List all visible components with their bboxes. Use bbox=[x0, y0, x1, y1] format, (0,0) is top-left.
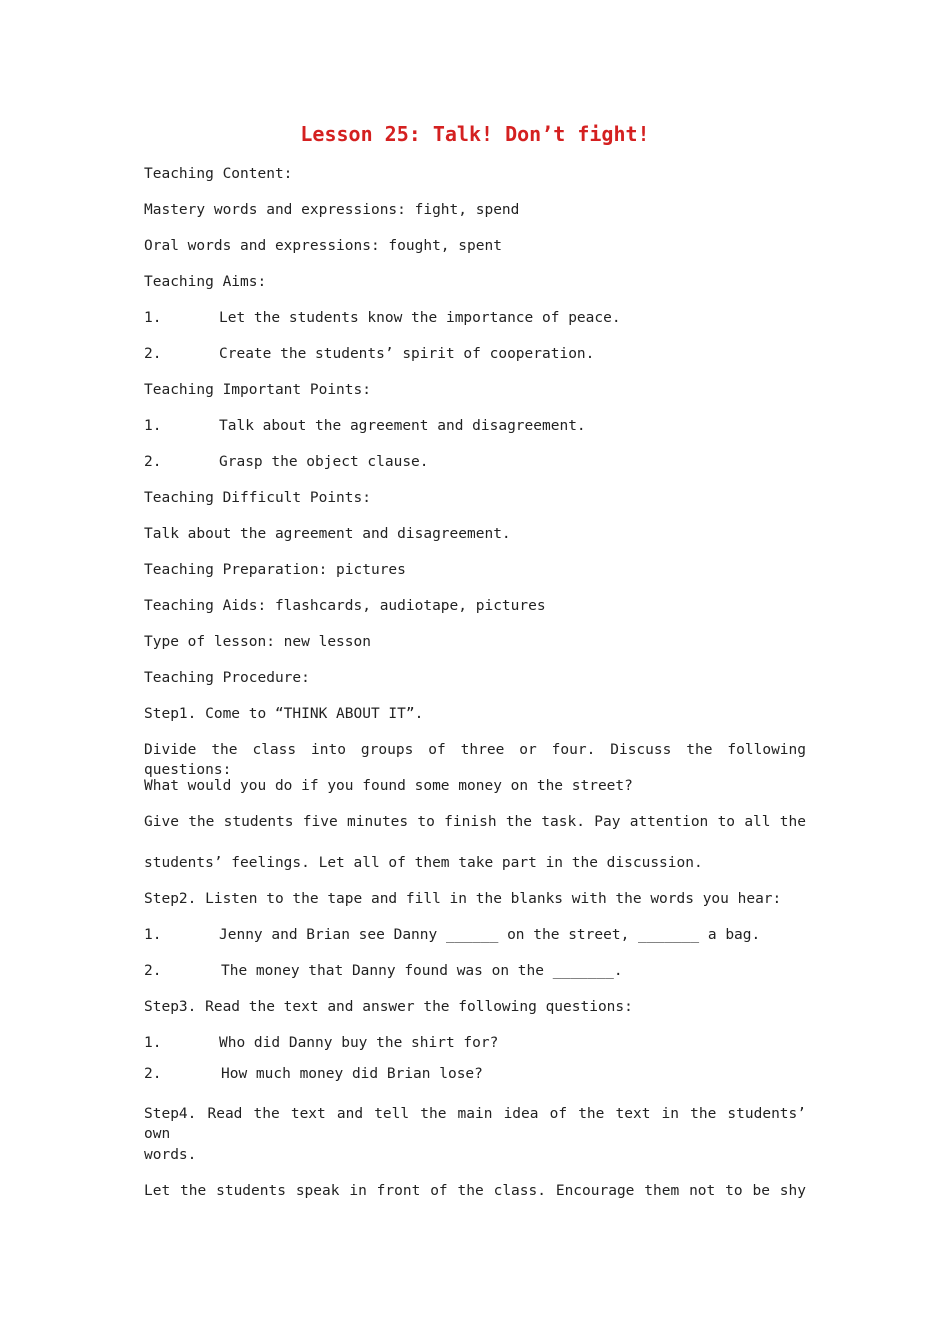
list-number: 2. bbox=[144, 963, 162, 979]
list-item bbox=[144, 416, 806, 436]
list-text: Jenny and Brian see Danny ______ on the street, _______ a bag. bbox=[219, 927, 761, 943]
list-text: Who did Danny buy the shirt for? bbox=[219, 1035, 499, 1051]
list-item bbox=[144, 1064, 806, 1084]
text-line: Teaching Aims: bbox=[144, 274, 267, 290]
text-line: Mastery words and expressions: fight, spend bbox=[144, 202, 520, 218]
text-line: Oral words and expressions: fought, spent bbox=[144, 238, 502, 254]
list-item bbox=[144, 308, 806, 328]
list-text: The money that Danny found was on the _______. bbox=[221, 963, 623, 979]
list-number: 2. bbox=[144, 1066, 162, 1082]
list-item bbox=[144, 925, 806, 945]
text-line: Talk about the agreement and disagreement. bbox=[144, 526, 511, 542]
list-text: Let the students know the importance of peace. bbox=[219, 310, 621, 326]
text-line: Teaching Content: bbox=[144, 166, 293, 182]
text-line: Let the students speak in front of the class. Encourage them not to be shy bbox=[144, 1183, 806, 1199]
list-item bbox=[144, 1033, 806, 1053]
text-line: Teaching Important Points: bbox=[144, 382, 371, 398]
text-line: Teaching Aids: flashcards, audiotape, pictures bbox=[144, 598, 546, 614]
text-line: What would you do if you found some money on the street? bbox=[144, 778, 633, 794]
text-line: students’ feelings. Let all of them take part in the discussion. bbox=[144, 855, 703, 871]
list-number: 1. bbox=[144, 418, 162, 434]
list-text: Talk about the agreement and disagreement. bbox=[219, 418, 586, 434]
text-line: Teaching Procedure: bbox=[144, 670, 310, 686]
text-line: Divide the class into groups of three or four. Discuss the following questions: bbox=[144, 742, 806, 778]
lesson-title: Lesson 25: Talk! Don’t fight! bbox=[300, 122, 650, 146]
list-text: Create the students’ spirit of cooperation. bbox=[219, 346, 595, 362]
text-line: Step4. Read the text and tell the main idea of the text in the students’ own bbox=[144, 1106, 806, 1142]
list-text: Grasp the object clause. bbox=[219, 454, 429, 470]
text-line: words. bbox=[144, 1147, 197, 1163]
text-line: Step3. Read the text and answer the following questions: bbox=[144, 999, 633, 1015]
list-number: 2. bbox=[144, 346, 162, 362]
text-line: Teaching Preparation: pictures bbox=[144, 562, 406, 578]
text-line: Give the students five minutes to finish the task. Pay attention to all the bbox=[144, 814, 806, 830]
list-item bbox=[144, 961, 806, 981]
list-number: 1. bbox=[144, 1035, 162, 1051]
list-number: 1. bbox=[144, 310, 162, 326]
text-line: Step1. Come to “THINK ABOUT IT”. bbox=[144, 706, 424, 722]
text-line: Step2. Listen to the tape and fill in the blanks with the words you hear: bbox=[144, 891, 782, 907]
list-item bbox=[144, 452, 806, 472]
list-text: How much money did Brian lose? bbox=[221, 1066, 483, 1082]
list-item bbox=[144, 344, 806, 364]
list-number: 2. bbox=[144, 454, 162, 470]
text-line: Type of lesson: new lesson bbox=[144, 634, 371, 650]
text-line: Teaching Difficult Points: bbox=[144, 490, 371, 506]
list-number: 1. bbox=[144, 927, 162, 943]
